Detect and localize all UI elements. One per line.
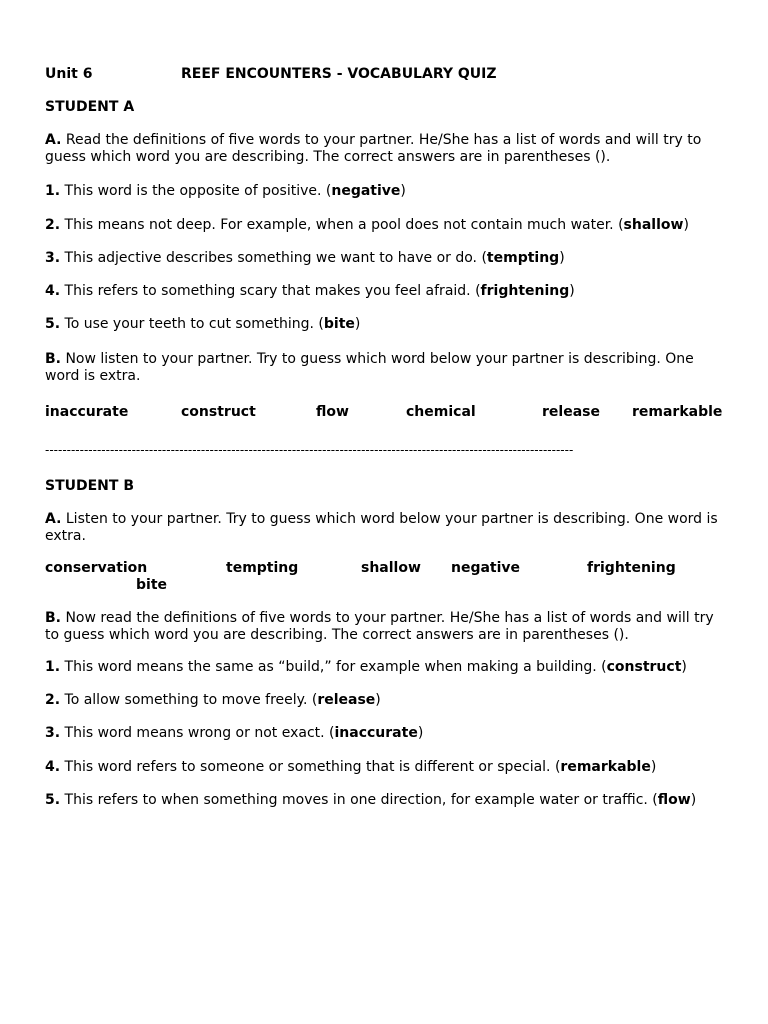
student-a-part-b: [45, 351, 725, 385]
part-b-instructions: Now read the definitions of five words to your partner. He/She has a list of words and will try to guess which word you are describing. The correct answers are in parentheses ().: [45, 610, 714, 643]
student-b-heading: STUDENT B: [45, 478, 134, 494]
student-a-heading: STUDENT A: [45, 99, 135, 115]
item-number: 3.: [45, 725, 61, 741]
word-bank-item: inaccurate: [45, 404, 129, 420]
item-definition: This word refers to someone or something that is different or special. (: [64, 759, 561, 775]
item-number: 5.: [45, 792, 61, 808]
item-answer: construct: [606, 659, 682, 675]
list-item: [45, 217, 689, 234]
paren-close: ): [559, 250, 565, 266]
item-number: 1.: [45, 183, 61, 199]
part-a-label: A.: [45, 132, 62, 148]
item-definition: This refers to something scary that makes you feel afraid. (: [64, 283, 481, 299]
word-bank-item: conservation: [45, 560, 148, 576]
item-answer: tempting: [486, 250, 560, 266]
paren-close: ): [354, 316, 361, 332]
paren-close: ): [417, 725, 424, 741]
item-definition: This means not deep. For example, when a pool does not contain much water. (: [64, 217, 624, 233]
item-number: 2.: [45, 217, 61, 233]
word-bank-item: remarkable: [632, 404, 723, 420]
word-bank-item: chemical: [406, 404, 476, 420]
item-answer: shallow: [623, 217, 684, 233]
part-a-instructions: Read the definitions of five words to your partner. He/She has a list of words and will try to guess which word you are describing. The correct answers are in parentheses ().: [45, 132, 702, 165]
list-item: [45, 250, 565, 267]
list-item: [45, 759, 656, 776]
item-answer: inaccurate: [334, 725, 418, 741]
student-a-part-a: [45, 132, 725, 166]
paren-close: ): [375, 692, 381, 708]
paren-close: ): [400, 183, 406, 199]
paren-close: ): [690, 792, 697, 808]
item-answer: release: [317, 692, 376, 708]
list-item: [45, 316, 360, 333]
student-b-part-b: [45, 610, 725, 644]
item-definition: This word means wrong or not exact. (: [64, 725, 335, 741]
word-bank-item: flow: [316, 404, 349, 420]
item-definition: This word means the same as “build,” for example when making a building. (: [64, 659, 607, 675]
word-bank-item: shallow: [361, 560, 421, 576]
item-answer: bite: [323, 316, 355, 332]
list-item: [45, 725, 423, 742]
item-number: 4.: [45, 283, 61, 299]
word-bank-item: construct: [181, 404, 256, 420]
list-item: [45, 792, 696, 809]
word-bank-item: negative: [451, 560, 521, 576]
unit-label: Unit 6: [45, 66, 93, 82]
item-number: 4.: [45, 759, 61, 775]
word-bank-item: release: [542, 404, 600, 420]
item-definition: This adjective describes something we want to have or do. (: [64, 250, 487, 266]
list-item: [45, 183, 406, 200]
page-title: REEF ENCOUNTERS - VOCABULARY QUIZ: [181, 66, 497, 82]
paren-close: ): [683, 217, 689, 233]
part-b-label: B.: [45, 610, 61, 626]
item-definition: This word is the opposite of positive. (: [64, 183, 332, 199]
item-definition: To allow something to move freely. (: [64, 692, 318, 708]
student-b-part-a: [45, 511, 725, 545]
part-b-label: B.: [45, 351, 61, 367]
item-number: 1.: [45, 659, 61, 675]
paren-close: ): [681, 659, 687, 675]
part-a-label: A.: [45, 511, 62, 527]
word-bank-item: bite: [136, 577, 168, 593]
item-answer: remarkable: [560, 759, 651, 775]
item-definition: This refers to when something moves in one direction, for example water or traffic. (: [64, 792, 658, 808]
item-number: 5.: [45, 316, 61, 332]
paren-close: ): [569, 283, 575, 299]
item-number: 2.: [45, 692, 61, 708]
item-definition: To use your teeth to cut something. (: [64, 316, 324, 332]
part-b-instructions: Now listen to your partner. Try to guess which word below your partner is describing. One word is extra.: [45, 351, 694, 384]
item-number: 3.: [45, 250, 61, 266]
divider-line: --------------------------------------------------------------------------------------------------------------------------: [45, 444, 574, 456]
item-answer: frightening: [480, 283, 570, 299]
word-bank-item: frightening: [587, 560, 676, 576]
list-item: [45, 659, 687, 676]
part-a-instructions: Listen to your partner. Try to guess which word below your partner is describing. One word is extra.: [45, 511, 718, 544]
item-answer: flow: [657, 792, 691, 808]
list-item: [45, 692, 381, 709]
paren-close: ): [650, 759, 657, 775]
list-item: [45, 283, 575, 300]
item-answer: negative: [331, 183, 401, 199]
word-bank-item: tempting: [226, 560, 299, 576]
